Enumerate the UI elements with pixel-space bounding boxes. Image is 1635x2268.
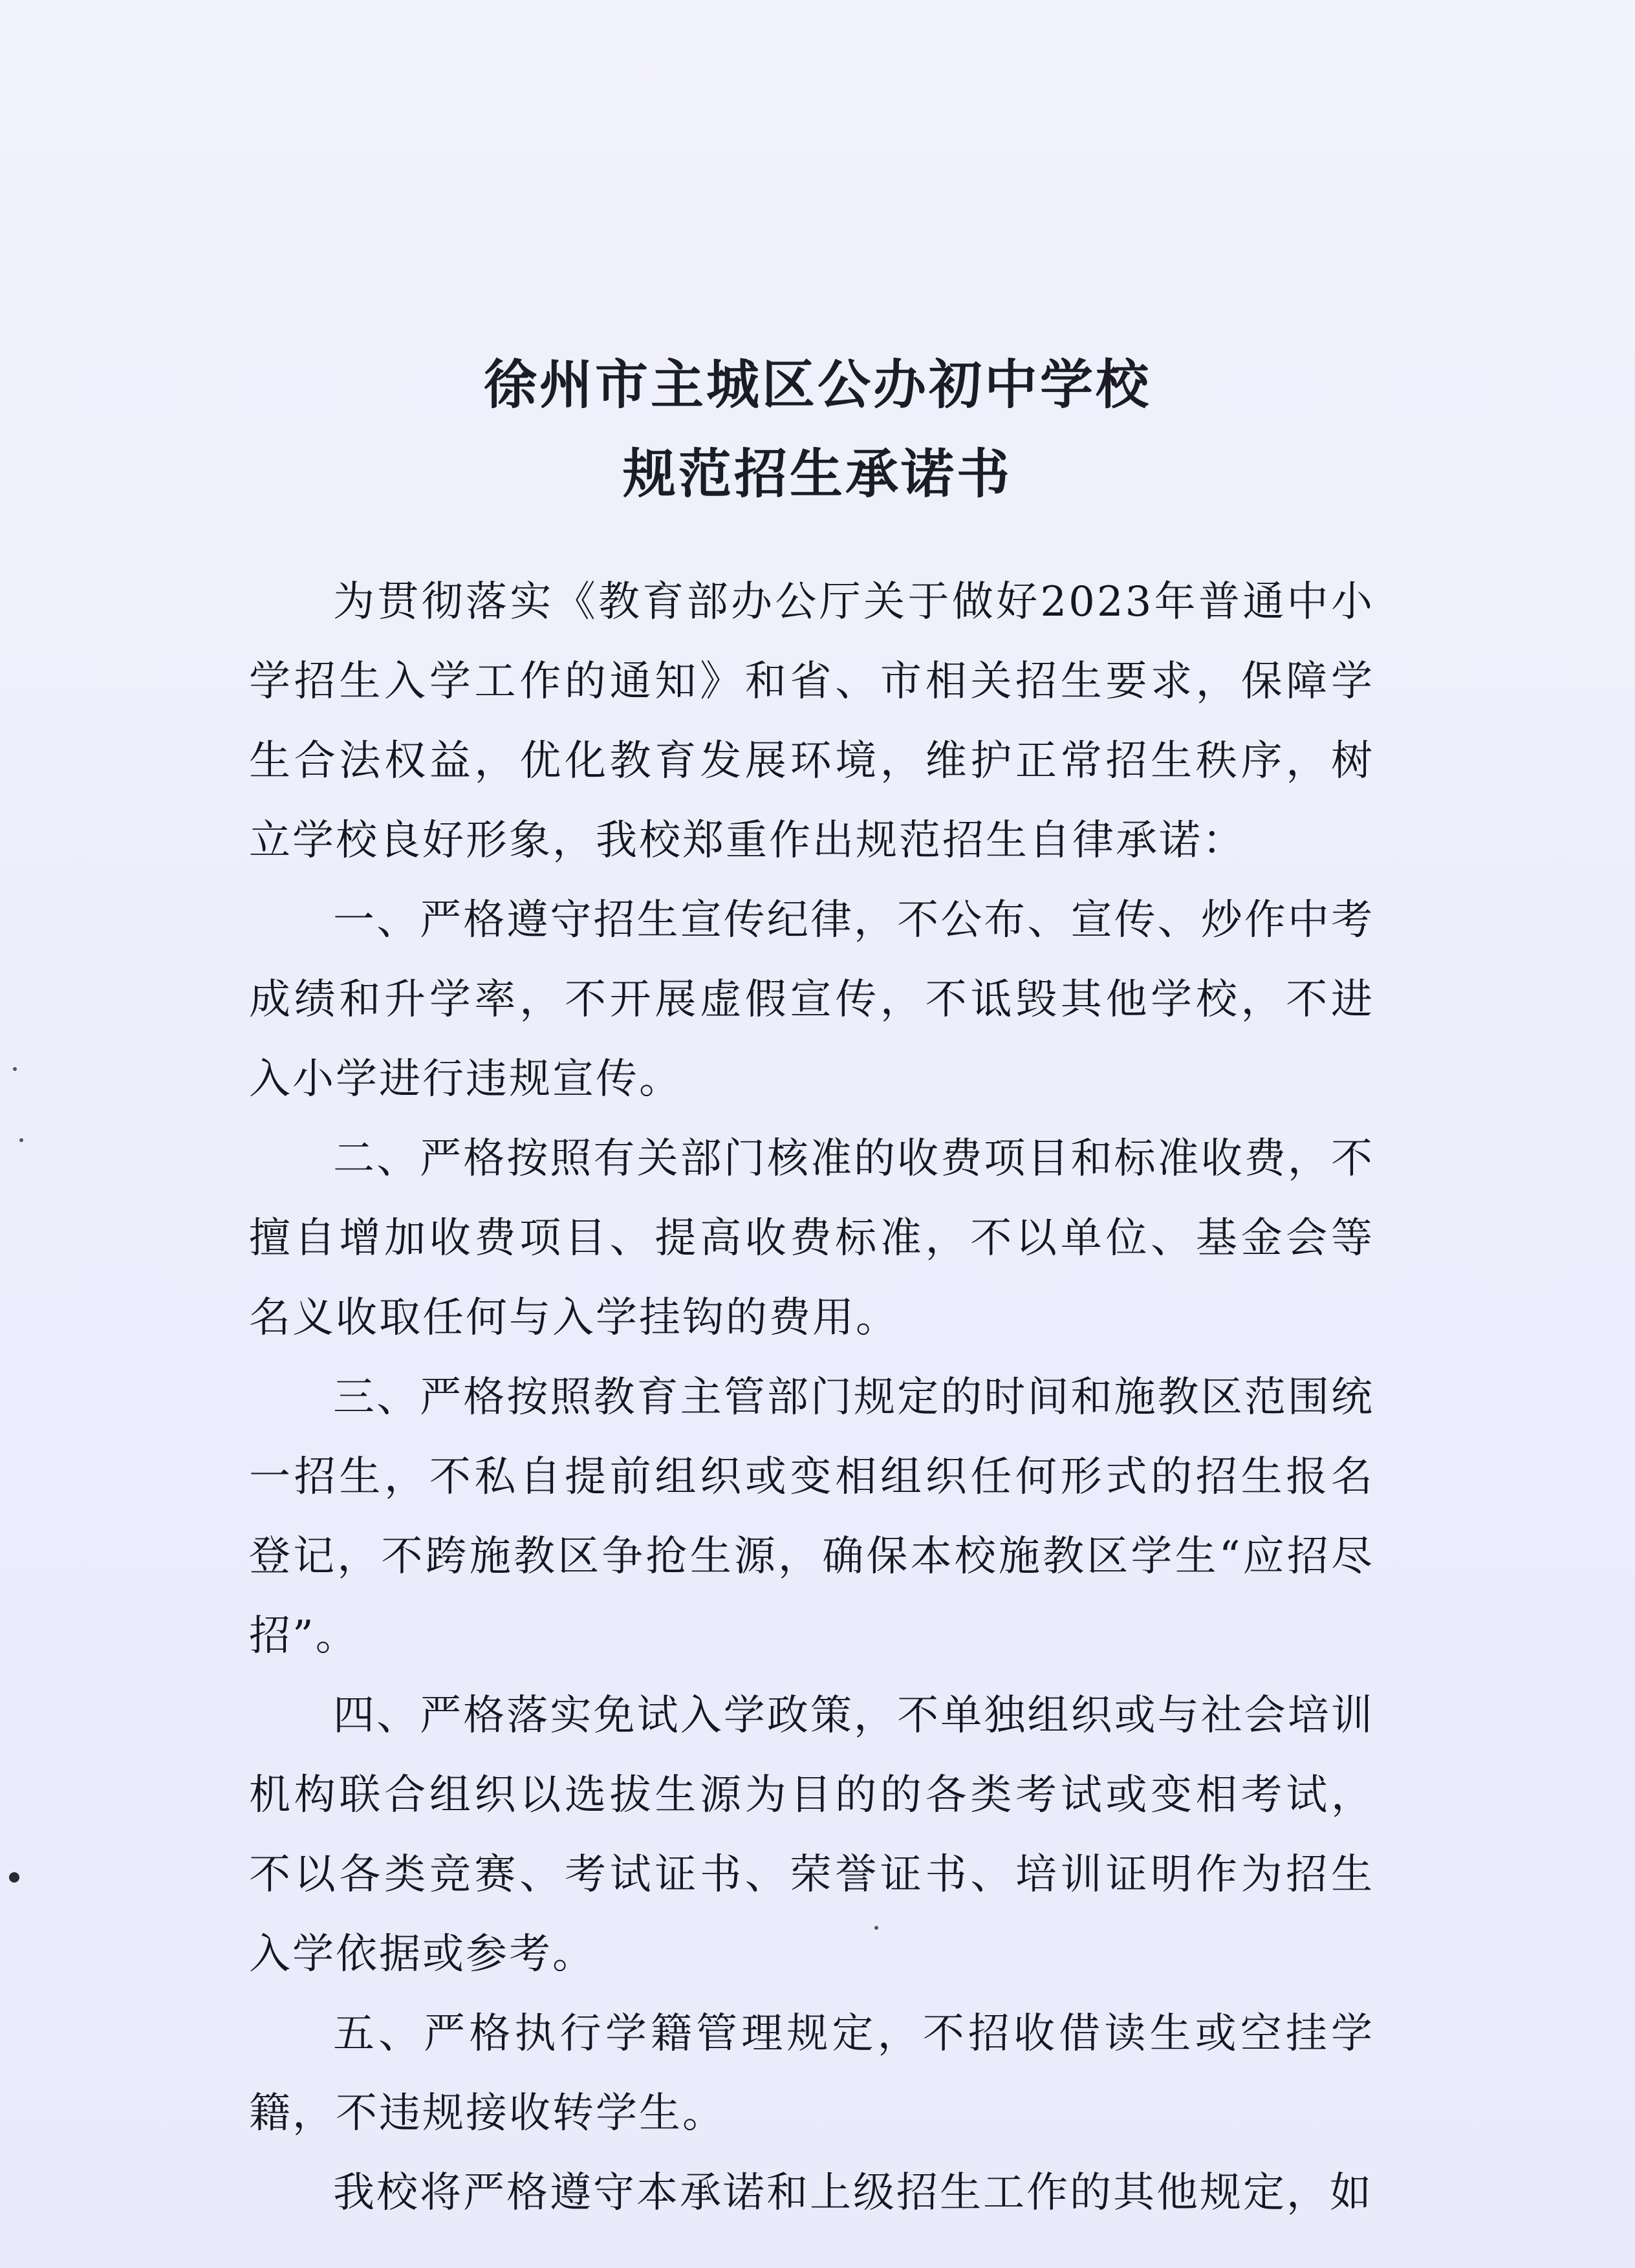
paragraph-item-3: 三、严格按照教育主管部门规定的时间和施教区范围统一招生，不私自提前组织或变相组织任何形式的招生报名登记，不跨施教区争抢生源，确保本校施教区学生“应招尽招”。 [249,1374,1374,1660]
paragraph-closing: 我校将严格遵守本承诺和上级招生工作的其他规定，如 [333,2169,1373,2217]
document-title-line1: 徐州市主城区公办初中学校 [483,354,1151,416]
document-title-line2: 规范招生承诺书 [622,444,1012,505]
scan-speck [874,1926,878,1930]
document-body [249,563,1374,2233]
scan-speck [9,1872,19,1883]
scan-speck [13,1067,17,1071]
paragraph-item-1: 一、严格遵守招生宣传纪律，不公布、宣传、炒作中考成绩和升学率，不开展虚假宣传，不诋毁其他学校，不进入小学进行违规宣传。 [249,896,1374,1103]
paragraph-item-5: 五、严格执行学籍管理规定，不招收借读生或空挂学籍，不违规接收转学生。 [249,2010,1374,2137]
scan-speck [19,1138,23,1142]
paragraph-intro: 为贯彻落实《教育部办公厅关于做好2023年普通中小学招生入学工作的通知》和省、市相关招生要求，保障学生合法权益，优化教育发展环境，维护正常招生秩序，树立学校良好形象，我校郑重作出规范招生自律承诺： [249,578,1374,865]
paragraph-item-4: 四、严格落实免试入学政策，不单独组织或与社会培训机构联合组织以选拔生源为目的的各类考试或变相考试，不以各类竞赛、考试证书、荣誉证书、培训证明作为招生入学依据或参考。 [249,1692,1374,1978]
paragraph-item-2: 二、严格按照有关部门核准的收费项目和标准收费，不擅自增加收费项目、提高收费标准，不以单位、基金会等名义收取任何与入学挂钩的费用。 [249,1135,1374,1342]
